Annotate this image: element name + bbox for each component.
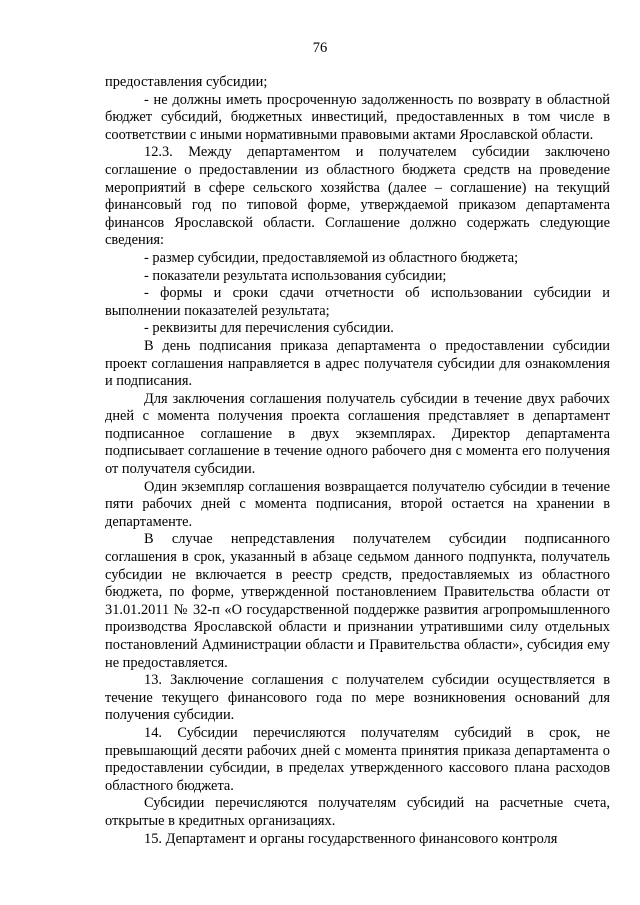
paragraph: - показатели результата использования субсидии; bbox=[144, 267, 447, 284]
paragraph: В случае непредставления получателем субсидии подписанного соглашения в срок, указанный в абзаце седьмом данного подпункта, получатель субсидии не включается в реестр средств, предоставляемых из областного бюджета, по форме, утвержденной постановлением Правительства области от 31.01.2011 № 32-п «О государственной поддержке развития агропромышленного производства Ярославской области и признании утратившими силу отдельных постановлений Администрации области и Правительства области», субсидия ему не предоставляется. bbox=[105, 531, 610, 671]
paragraph: В день подписания приказа департамента о предоставлении субсидии проект соглашения направляется в адрес получателя субсидии для ознакомления и подписания. bbox=[105, 337, 610, 390]
document-body bbox=[105, 74, 610, 848]
paragraph: 13. Заключение соглашения с получателем субсидии осуществляется в течение текущего финансового года по мере возникновения оснований для получения субсидии. bbox=[105, 672, 610, 724]
paragraph: Один экземпляр соглашения возвращается получателю субсидии в течение пяти рабочих дней с момента подписания, второй остается на хранении в департаменте. bbox=[105, 478, 610, 530]
paragraph: - размер субсидии, предоставляемой из областного бюджета; bbox=[144, 249, 519, 266]
paragraph: 12.3. Между департаментом и получателем субсидии заключено соглашение о предоставлении из областного бюджета средств на проведение мероприятий в сфере сельского хозяйства (далее – соглашение) на текущий финансовый год по типовой форме, утверждаемой приказом департамента финансов Ярославской области. Соглашение должно содержать следующие сведения: bbox=[105, 144, 610, 249]
paragraph: предоставления субсидии; bbox=[105, 74, 268, 90]
paragraph: - реквизиты для перечисления субсидии. bbox=[144, 320, 394, 337]
paragraph: Для заключения соглашения получатель субсидии в течение двух рабочих дней с момента получения проекта соглашения представляет в департамент подписанное соглашение в двух экземплярах. Директор департамента подписывает соглашение в течение одного рабочего дня с момента его получения от получателя субсидии. bbox=[105, 390, 610, 478]
page-number: 76 bbox=[312, 40, 328, 56]
paragraph: - не должны иметь просроченную задолженность по возврату в областной бюджет субсидий, бюджетных инвестиций, предоставленных в том числе в соответствии с иными нормативными правовыми актами Ярославской области. bbox=[105, 91, 610, 143]
paragraph: - формы и сроки сдачи отчетности об использовании субсидии и выполнении показателей результата; bbox=[105, 285, 610, 319]
paragraph: 15. Департамент и органы государственного финансового контроля bbox=[144, 830, 558, 847]
paragraph: 14. Субсидии перечисляются получателям субсидий в срок, не превышающий десяти рабочих дней с момента принятия приказа департамента о предоставлении субсидии, в пределах утвержденного кассового плана расходов областного бюджета. bbox=[105, 724, 610, 794]
paragraph: Субсидии перечисляются получателям субсидий на расчетные счета, открытые в кредитных организациях. bbox=[105, 795, 610, 829]
